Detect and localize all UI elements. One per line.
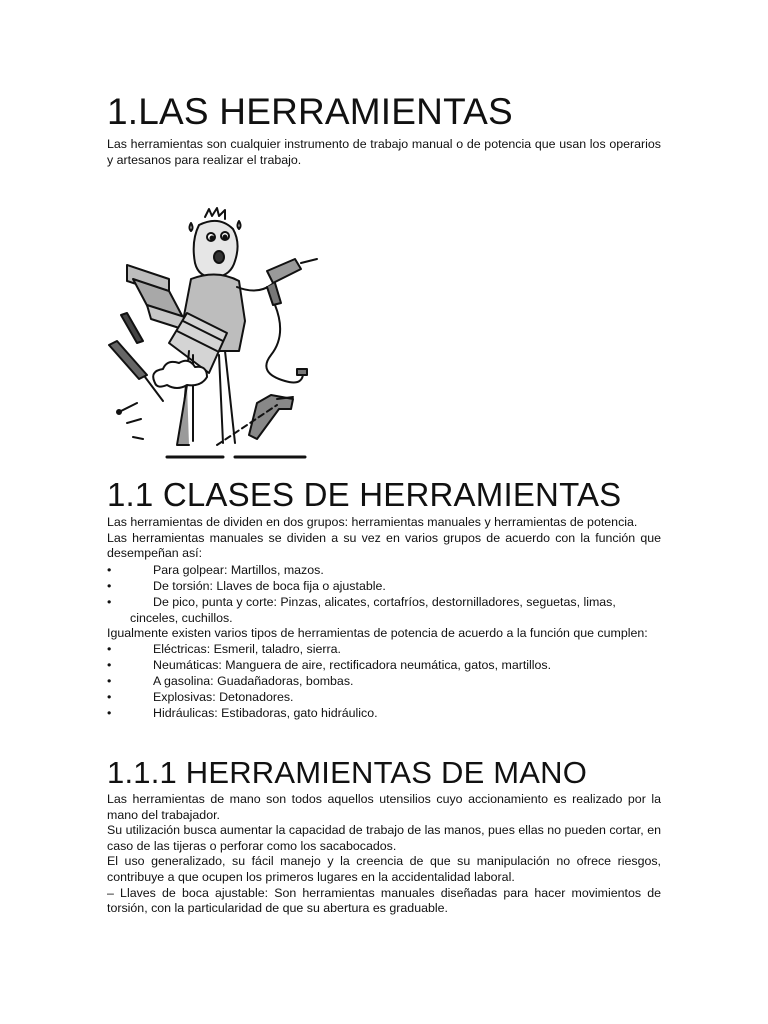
hand-tools-section [107, 792, 661, 917]
bullet-icon: • [107, 690, 112, 705]
list-item: • Eléctricas: Esmeril, taladro, sierra. [107, 642, 341, 657]
classes-paragraph-2: Las herramientas manuales se dividen a su vez en varios grupos de acuerdo con la función que desempeñan así: [107, 530, 661, 561]
bullet-icon: • [107, 658, 112, 673]
hand-paragraph-4: – Llaves de boca ajustable: Son herramientas manuales diseñadas para hacer movimientos de torsión, con la particularidad de que su abertura es graduable. [107, 885, 661, 916]
list-item: • Neumáticas: Manguera de aire, rectificadora neumática, gatos, martillos. [107, 658, 552, 673]
intro-block [107, 137, 661, 168]
bullet-icon: • [107, 562, 112, 577]
hand-tools-heading: 1.1.1 HERRAMIENTAS DE MANO [107, 755, 588, 790]
bullet-icon: • [107, 674, 112, 689]
hand-paragraph-2: Su utilización busca aumentar la capacidad de trabajo de las manos, pues ellas no pueden cortar, en caso de las tijeras o perforar como los sacabocados. [107, 823, 661, 853]
manual-tools-list [107, 562, 661, 626]
list-item: • Hidráulicas: Estibadoras, gato hidráulico. [107, 706, 378, 721]
worker-tools-illustration [107, 205, 327, 463]
list-item: • Explosivas: Detonadores. [107, 690, 294, 705]
classes-paragraph-3: Igualmente existen varios tipos de herramientas de potencia de acuerdo a la función que cumplen: [107, 625, 648, 640]
bullet-icon: • [107, 706, 112, 721]
list-item: • De torsión: Llaves de boca fija o ajustable. [107, 578, 386, 593]
hand-paragraph-3: El uso generalizado, su fácil manejo y la creencia de que su manipulación no ofrece riesgos, contribuye a que ocupen los primeros lugares en la accidentalidad laboral. [107, 854, 661, 884]
classes-section [107, 515, 661, 721]
list-item: • De pico, punta y corte: Pinzas, alicates, cortafríos, destornilladores, seguetas, limas, cinceles, cuchillos. [107, 594, 616, 625]
power-tools-list [107, 641, 661, 721]
main-heading: 1.LAS HERRAMIENTAS [107, 91, 513, 132]
classes-paragraph-1: Las herramientas de dividen en dos grupos: herramientas manuales y herramientas de potencia. [107, 515, 638, 529]
bullet-icon: • [107, 642, 112, 657]
intro-paragraph: Las herramientas son cualquier instrumento de trabajo manual o de potencia que usan los operarios y artesanos para realizar el trabajo. [107, 137, 661, 167]
bullet-icon: • [107, 594, 112, 609]
classes-heading: 1.1 CLASES DE HERRAMIENTAS [107, 476, 622, 513]
hand-paragraph-1: Las herramientas de mano son todos aquellos utensilios cuyo accionamiento es realizado por la mano del trabajador. [107, 792, 661, 822]
bullet-icon: • [107, 578, 112, 593]
list-item: • Para golpear: Martillos, mazos. [107, 562, 324, 577]
list-item: • A gasolina: Guadañadoras, bombas. [107, 674, 354, 689]
